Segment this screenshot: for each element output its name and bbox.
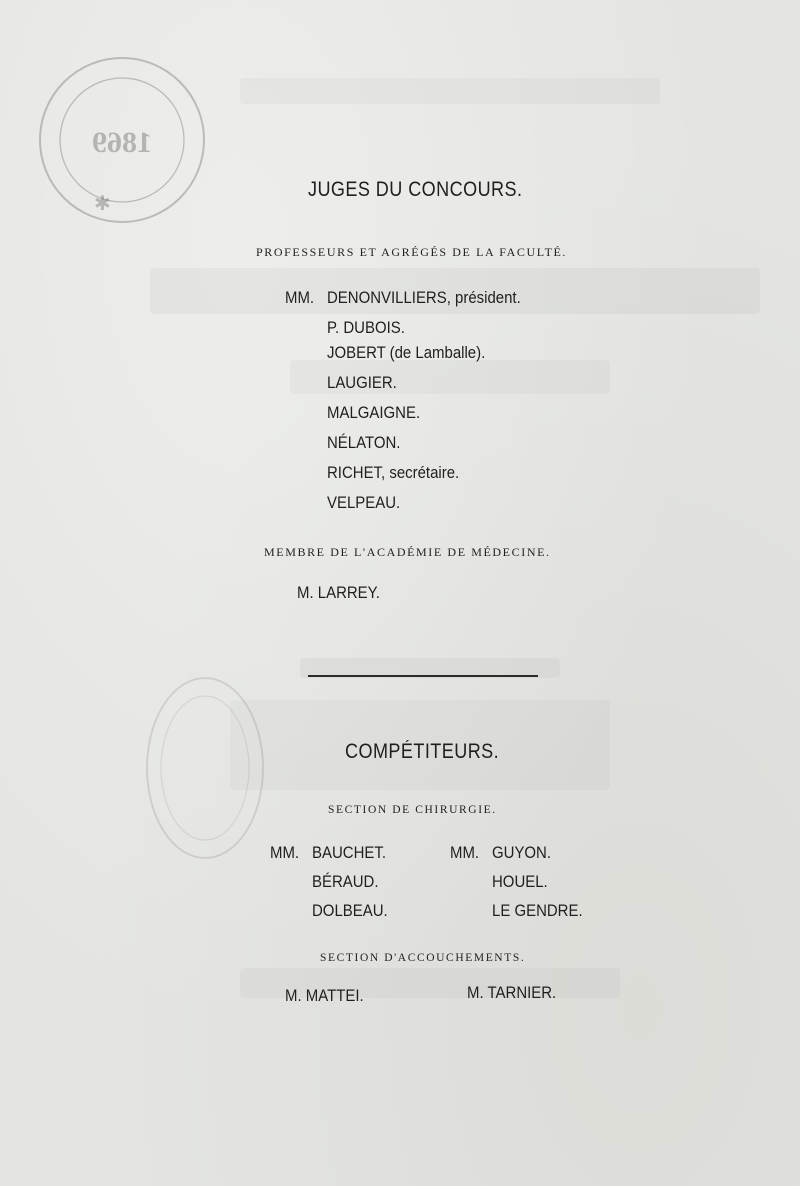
judge-name: DENONVILLIERS, président. <box>327 288 521 307</box>
competitor-name: GUYON. <box>492 843 552 862</box>
judge-name: NÉLATON. <box>327 433 401 452</box>
competitor-name: BAUCHET. <box>312 843 386 862</box>
judge-name: VELPEAU. <box>327 493 401 512</box>
judges-title: JUGES DU CONCOURS. <box>308 178 523 201</box>
judges-prefix: MM. <box>285 288 315 307</box>
surgery-left-prefix: MM. <box>270 843 300 862</box>
section-divider <box>308 675 538 677</box>
academy-member: M. LARREY. <box>297 583 380 602</box>
surgery-right-prefix: MM. <box>450 843 480 862</box>
obstetrics-left: M. MATTEI. <box>285 986 364 1005</box>
competitors-title: COMPÉTITEURS. <box>345 740 500 763</box>
judge-name: MALGAIGNE. <box>327 403 421 422</box>
judge-name: LAUGIER. <box>327 373 397 392</box>
judge-name: RICHET, secrétaire. <box>327 463 460 482</box>
competitor-name: LE GENDRE. <box>492 901 583 920</box>
competitor-name: DOLBEAU. <box>312 901 388 920</box>
competitor-name: BÉRAUD. <box>312 872 379 891</box>
obstetrics-heading: SECTION D'ACCOUCHEMENTS. <box>320 952 526 964</box>
competitor-name: HOUEL. <box>492 872 548 891</box>
judge-name: JOBERT (de Lamballe). <box>327 343 486 362</box>
judge-name: P. DUBOIS. <box>327 318 405 337</box>
faculty-heading: PROFESSEURS ET AGRÉGÉS DE LA FACULTÉ. <box>256 245 568 259</box>
stamp-year: 1869 <box>92 126 152 159</box>
academy-heading: MEMBRE DE L'ACADÉMIE DE MÉDECINE. <box>264 545 551 559</box>
oval-stamp <box>140 668 270 868</box>
stamp-star: ✱ <box>94 191 111 215</box>
surgery-heading: SECTION DE CHIRURGIE. <box>328 804 497 816</box>
obstetrics-right: M. TARNIER. <box>467 983 557 1002</box>
bleed-through-band-1 <box>240 78 660 104</box>
library-stamp <box>32 48 212 233</box>
